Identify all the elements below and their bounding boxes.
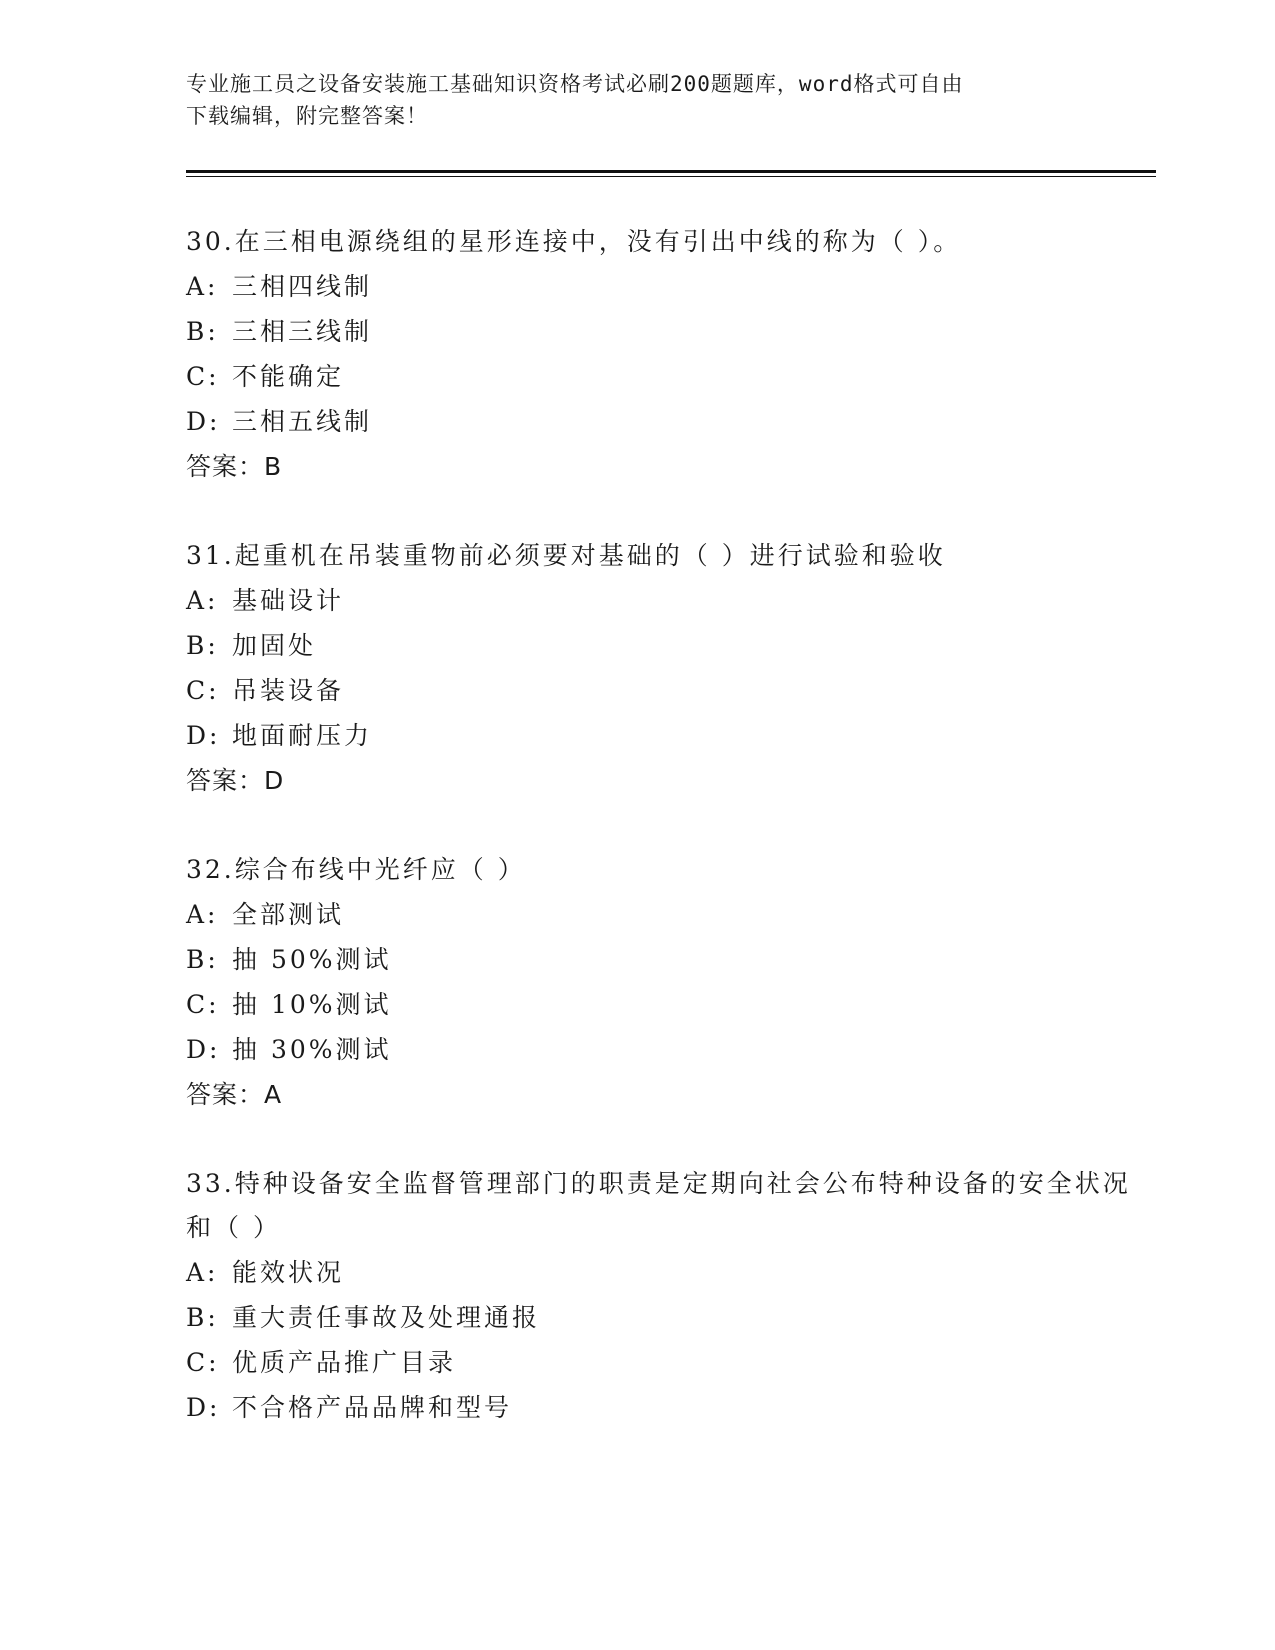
divider-thick-line xyxy=(186,170,1156,173)
document-page xyxy=(186,68,1156,1475)
option-text: 三相三线制 xyxy=(232,317,373,346)
option-key: B: xyxy=(186,631,219,660)
question-stem: 32.综合布线中光纤应（ ） xyxy=(186,855,526,884)
option-a xyxy=(186,578,1156,623)
option-b xyxy=(186,937,1156,982)
option-b xyxy=(186,623,1156,668)
option-text: 三相五线制 xyxy=(232,407,373,436)
option-d xyxy=(186,399,1156,444)
option-key: C: xyxy=(186,1348,220,1377)
option-text: 不合格产品品牌和型号 xyxy=(232,1393,513,1422)
option-key: A: xyxy=(186,1258,219,1287)
option-a xyxy=(186,1250,1156,1295)
option-key: A: xyxy=(186,586,219,615)
option-key: C: xyxy=(186,676,220,705)
document-header xyxy=(186,68,1156,134)
option-b xyxy=(186,1295,1156,1340)
option-d xyxy=(186,1027,1156,1072)
option-key: C: xyxy=(186,362,220,391)
option-a xyxy=(186,892,1156,937)
answer-line: 答案：A xyxy=(186,1080,283,1109)
option-c xyxy=(186,1340,1156,1385)
option-key: B: xyxy=(186,945,219,974)
option-text: 吊装设备 xyxy=(232,676,345,705)
header-line-2: 下载编辑，附完整答案！ xyxy=(186,104,428,128)
option-text: 抽 50%测试 xyxy=(232,945,392,974)
option-text: 重大责任事故及处理通报 xyxy=(232,1303,541,1332)
option-text: 加固处 xyxy=(232,631,317,660)
question-stem: 31.起重机在吊装重物前必须要对基础的（ ）进行试验和验收 xyxy=(186,541,946,570)
option-key: D: xyxy=(186,407,221,436)
answer-line: 答案：B xyxy=(186,452,283,481)
answer-line: 答案：D xyxy=(186,766,285,795)
option-c xyxy=(186,668,1156,713)
option-key: D: xyxy=(186,1393,221,1422)
question-stem: 33.特种设备安全监督管理部门的职责是定期向社会公布特种设备的安全状况和（ ） xyxy=(186,1169,1131,1242)
option-text: 抽 10%测试 xyxy=(232,990,392,1019)
option-a xyxy=(186,264,1156,309)
divider-thin-line xyxy=(186,176,1156,177)
question-33 xyxy=(186,1162,1156,1430)
option-text: 抽 30%测试 xyxy=(232,1035,392,1064)
option-key: D: xyxy=(186,1035,221,1064)
option-text: 三相四线制 xyxy=(232,272,373,301)
option-c xyxy=(186,354,1156,399)
option-text: 不能确定 xyxy=(232,362,345,391)
question-stem: 30.在三相电源绕组的星形连接中，没有引出中线的称为（ ）。 xyxy=(186,227,962,256)
option-key: C: xyxy=(186,990,220,1019)
question-31 xyxy=(186,534,1156,803)
header-line-1: 专业施工员之设备安装施工基础知识资格考试必刷200题题库，word格式可自由 xyxy=(186,72,964,96)
option-text: 基础设计 xyxy=(232,586,345,615)
option-key: B: xyxy=(186,1303,219,1332)
question-32 xyxy=(186,848,1156,1117)
option-b xyxy=(186,309,1156,354)
option-d xyxy=(186,1385,1156,1430)
question-list xyxy=(186,220,1156,1430)
option-text: 能效状况 xyxy=(232,1258,345,1287)
option-text: 全部测试 xyxy=(232,900,345,929)
option-key: B: xyxy=(186,317,219,346)
option-d xyxy=(186,713,1156,758)
option-key: A: xyxy=(186,272,219,301)
option-key: D: xyxy=(186,721,221,750)
option-key: A: xyxy=(186,900,219,929)
question-30 xyxy=(186,220,1156,489)
option-text: 优质产品推广目录 xyxy=(232,1348,457,1377)
option-text: 地面耐压力 xyxy=(232,721,373,750)
header-divider xyxy=(186,170,1156,177)
option-c xyxy=(186,982,1156,1027)
